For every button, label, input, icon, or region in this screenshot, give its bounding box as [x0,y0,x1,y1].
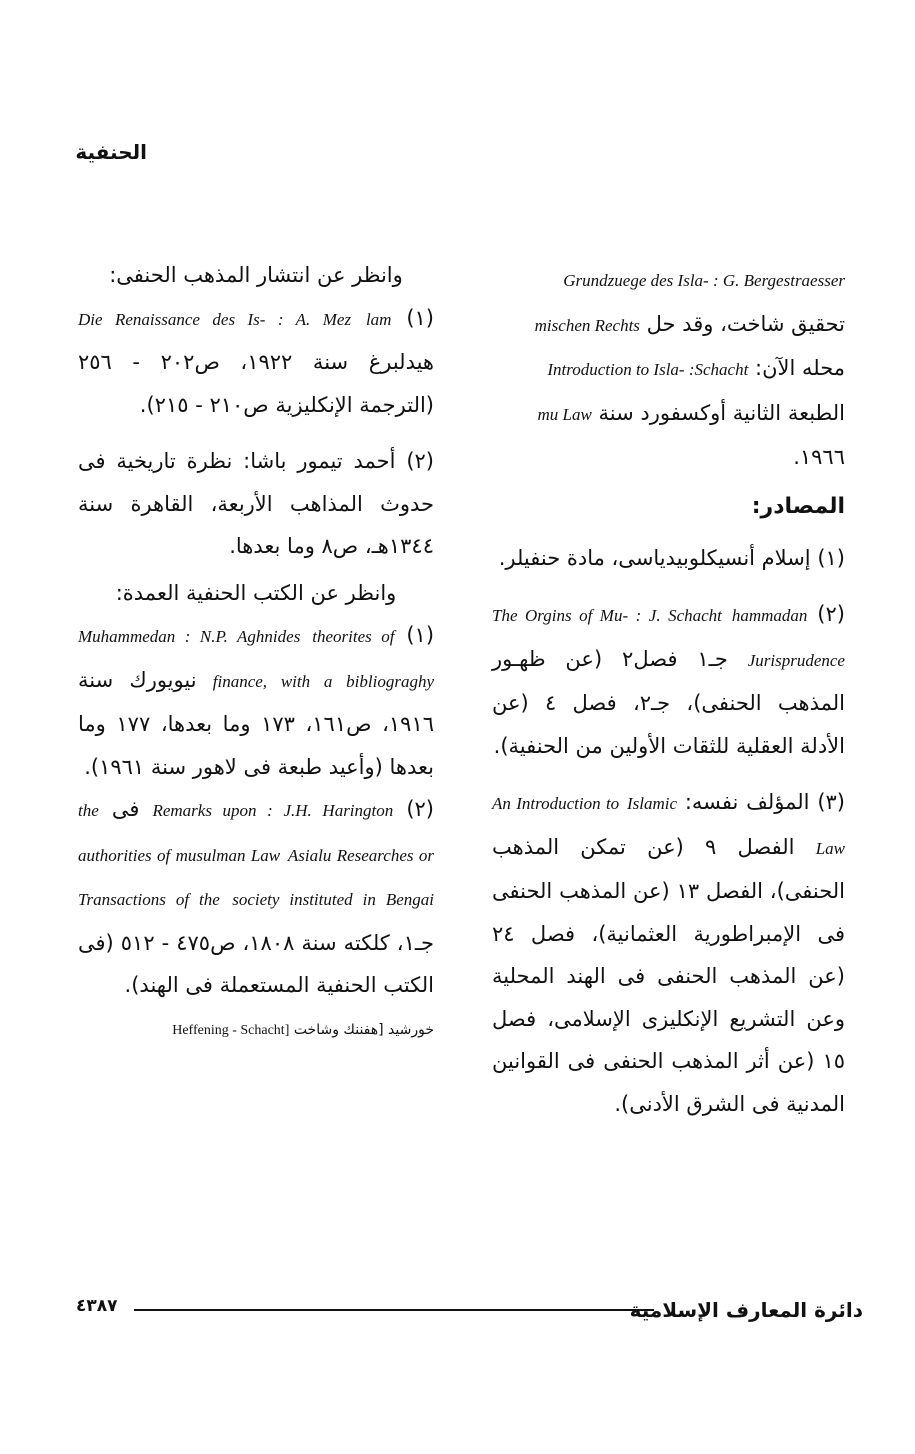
arabic-text: هيدلبرغ سنة ١٩٢٢، ص٢٠٢ - ٢٥٦ (الترجمة الإنكليزية ص٢١٠ - ٢١٥). [78,350,434,417]
book-item-2 [78,788,434,1007]
arabic-text: فى [111,797,140,821]
arabic-text: محله الآن: [755,356,845,380]
footer-rule-left [134,1309,654,1311]
left-column [78,254,434,1044]
sources-heading: المصادر: [751,493,845,519]
intro-line-3 [492,347,845,392]
arabic-text: ١٩٦٦. [793,445,845,469]
latin-ref: theorites of finance, with a bibliograghy [212,627,434,691]
source-item-2 [492,593,845,767]
latin-ref: Grundzuege des Isla- : G. Bergestraesser [563,271,845,290]
latin-ref: society instituted in Bengai [232,890,434,909]
latin-ref: The Orgins of Mu- : J. Schacht [492,606,722,625]
latin-ref: Asialu Researches or Transactions of the [78,845,434,909]
book-item-1 [78,614,434,788]
source-item-1: (١) إسلام أنسيكلوبيدياسى، مادة حنفيلر. [498,545,845,570]
byline-authors-latin: Heffening - Schacht] [172,1022,290,1038]
intro-line-4 [492,392,845,437]
books-heading: وانظر عن الكتب الحنفية العمدة: [115,580,397,605]
arabic-text: الفصل ٩ (عن تمكن المذهب الحنفى)، الفصل ١٣ (عن المذهب الحنفى فى الإمبراطورية العثمانية)، فصل ٢٤ (عن المذهب الحنفى فى الهند المحلية وعن التشريع الإنكليزى الإسلامى، فصل ١٥ (عن أثر المذهب الحنفى فى القوانين المدنية فى الشرق الأدنى). [492,834,846,1116]
right-column [492,258,845,1125]
arabic-text: جـ١ فصل٢ (عن ظهـور المذهب الحنفى)، جـ٢، فصل ٤ (عن الأدلة العقلية للثقات الأولين من الحنفية). [492,646,845,758]
arabic-text: نيويورك سنة ١٩١٦، ص١٦١، ١٧٣ وما بعدها، ١٧٧ وما بعدها (وأعيد طبعة فى لاهور سنة ١٩٦١). [78,667,435,779]
source-item-3 [492,781,845,1125]
latin-ref: mu Law [537,404,592,424]
item-number: (٣) [817,790,845,814]
running-head: الحنفية [75,140,147,164]
item-number: (٢) [817,602,845,626]
latin-ref: Remarks upon : J.H. Harington [152,801,394,820]
latin-ref: hammadan Jurisprudence [731,606,845,670]
latin-ref: An Introduction to [492,794,620,813]
arabic-text: المؤلف نفسه: [684,790,810,814]
spread-item-2: (٢) أحمد تيمور باشا: نظرة تاريخية فى حدوث المذاهب الأربعة، القاهرة سنة ١٣٤٤هـ، ص٨ وما بعدها. [78,449,434,558]
arabic-text: تحقيق شاخت، وقد حل [646,311,845,336]
spread-heading: وانظر عن انتشار المذهب الحنفى: [109,263,403,287]
footer-title: دائرة المعارف الإسلامية [629,1298,863,1322]
latin-ref: Islamic Law [626,794,845,858]
intro-line-5 [492,436,845,479]
latin-ref: lam [365,309,392,329]
latin-ref: Muhammedan : N.P. Aghnides [78,627,301,646]
intro-line-1 [492,258,845,303]
arabic-text: جـ١، كلكته سنة ١٨٠٨، ص٤٧٥ - ٥١٢ (فى الكتب الحنفية المستعملة فى الهند). [78,930,435,997]
latin-ref: the authorities of musulman Law [78,801,281,865]
latin-ref: Introduction to Isla- :Schacht [547,360,749,379]
item-number: (١) [406,623,435,647]
arabic-text: الطبعة الثانية أوكسفورد سنة [598,400,845,425]
page-number: ٤٣٨٧ [76,1296,118,1316]
item-number: (١) [406,305,434,330]
latin-ref: Die Renaissance des Is- : A. Mez [78,309,352,329]
item-number: (٢) [406,797,434,821]
byline-authors-arabic: خورشيد [هفننك وشاخت [293,1021,434,1038]
intro-line-2 [492,303,845,348]
author-byline [78,1017,434,1044]
latin-ref: mischen Rechts [534,315,640,335]
spread-item-1 [78,297,434,427]
